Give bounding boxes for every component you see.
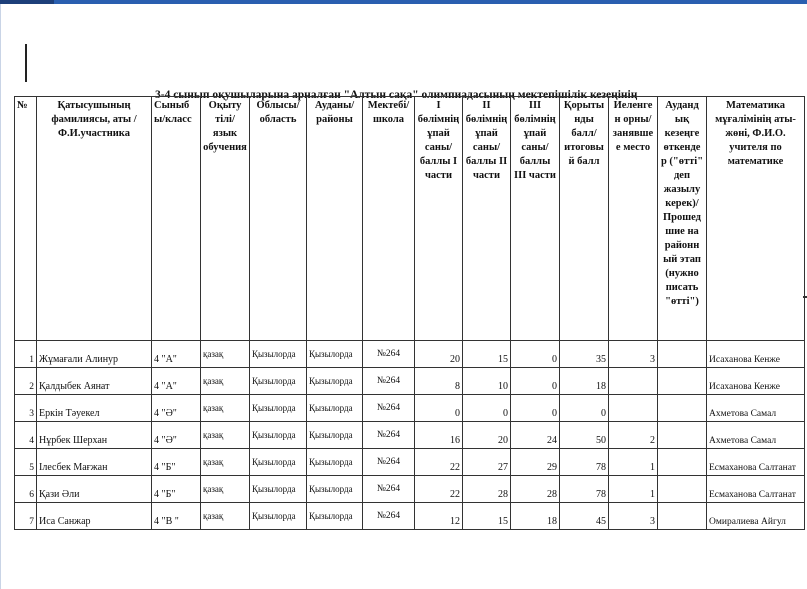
cell-name: Нұрбек Шерхан [37, 422, 152, 449]
header-part2: II бөлімнің ұпай саны/ баллы II части [463, 97, 511, 341]
table-row [15, 368, 805, 395]
cell-language: қазақ [201, 395, 250, 422]
cell-teacher: Ахметова Самал [707, 422, 805, 449]
cell-district: Қызылорда [307, 395, 363, 422]
table-row [15, 395, 805, 422]
cell-teacher: Есмаханова Салтанат [707, 449, 805, 476]
header-language: Оқыту тілі/ язык обучения [201, 97, 250, 341]
cell-teacher: Есмаханова Салтанат [707, 476, 805, 503]
cell-class: 4 "А" [152, 341, 201, 368]
cell-school: №264 [363, 395, 415, 422]
cell-region: Қызылорда [250, 395, 307, 422]
cell-name: Иса Санжар [37, 503, 152, 530]
cell-number: 2 [15, 368, 37, 395]
table-row [15, 503, 805, 530]
cell-total: 78 [560, 476, 609, 503]
cell-total: 50 [560, 422, 609, 449]
cell-district: Қызылорда [307, 341, 363, 368]
cell-part3: 29 [511, 449, 560, 476]
cell-district: Қызылорда [307, 449, 363, 476]
cell-number: 5 [15, 449, 37, 476]
cell-class: 4 "Ә" [152, 422, 201, 449]
cell-place: 2 [609, 422, 658, 449]
header-total: Қорыты нды балл/ итоговы й балл [560, 97, 609, 341]
cell-number: 3 [15, 395, 37, 422]
cell-part1: 16 [415, 422, 463, 449]
header-participant: Қатысушының фамилиясы, аты /Ф.И.участника [37, 97, 152, 341]
cell-number: 6 [15, 476, 37, 503]
header-part3: III бөлімнің ұпай саны/ баллы III части [511, 97, 560, 341]
cell-district: Қызылорда [307, 503, 363, 530]
header-passed: Ауданд ық кезеңге өткенде р ("өтті" деп жазылу керек)/ Прошед шие на районн ый этап (нужно писать "өтті") [658, 97, 707, 341]
cell-region: Қызылорда [250, 368, 307, 395]
cell-part2: 20 [463, 422, 511, 449]
cell-district: Қызылорда [307, 368, 363, 395]
cell-teacher: Омиралиева Айгул [707, 503, 805, 530]
cell-class: 4 "А" [152, 368, 201, 395]
cell-part3: 28 [511, 476, 560, 503]
cell-place: 1 [609, 449, 658, 476]
cell-part1: 12 [415, 503, 463, 530]
cell-number: 4 [15, 422, 37, 449]
cell-passed [658, 395, 707, 422]
cell-part2: 10 [463, 368, 511, 395]
cell-part2: 27 [463, 449, 511, 476]
cell-language: қазақ [201, 476, 250, 503]
cell-region: Қызылорда [250, 422, 307, 449]
cell-name: Жұмағали Алинур [37, 341, 152, 368]
cell-language: қазақ [201, 368, 250, 395]
cell-passed [658, 341, 707, 368]
cell-region: Қызылорда [250, 503, 307, 530]
cell-school: №264 [363, 449, 415, 476]
cell-school: №264 [363, 368, 415, 395]
header-part1: I бөлімнің ұпай саны/ баллы I части [415, 97, 463, 341]
cell-part3: 0 [511, 395, 560, 422]
cell-total: 35 [560, 341, 609, 368]
cell-part1: 22 [415, 476, 463, 503]
cell-total: 0 [560, 395, 609, 422]
cell-region: Қызылорда [250, 341, 307, 368]
cell-language: қазақ [201, 422, 250, 449]
cell-language: қазақ [201, 341, 250, 368]
cell-teacher: Ахметова Самал [707, 395, 805, 422]
cell-school: №264 [363, 503, 415, 530]
cell-part2: 28 [463, 476, 511, 503]
cell-school: №264 [363, 422, 415, 449]
results-table [14, 96, 805, 530]
table-row [15, 341, 805, 368]
cell-name: Қалдыбек Аянат [37, 368, 152, 395]
cell-part3: 18 [511, 503, 560, 530]
cell-part3: 0 [511, 341, 560, 368]
document-title: 3-4 сынып оқушыларына арналған "Алтын сақа" олимпиадасының мектепішілік кезеңінің [155, 89, 638, 101]
cell-region: Қызылорда [250, 449, 307, 476]
cell-part2: 15 [463, 503, 511, 530]
cell-class: 4 "В " [152, 503, 201, 530]
window-tab-marker [0, 0, 54, 4]
header-row [15, 97, 805, 341]
table-row [15, 422, 805, 449]
cell-part2: 15 [463, 341, 511, 368]
header-school: Мектебі/ школа [363, 97, 415, 341]
cell-place [609, 368, 658, 395]
cell-part1: 8 [415, 368, 463, 395]
header-district: Ауданы/ районы [307, 97, 363, 341]
cell-part3: 24 [511, 422, 560, 449]
page-edge-mark [25, 44, 27, 82]
cell-part1: 0 [415, 395, 463, 422]
header-place: Иеленге н орны/ занявше е место [609, 97, 658, 341]
header-class: Сыныб ы/класс [152, 97, 201, 341]
cell-passed [658, 368, 707, 395]
cell-total: 18 [560, 368, 609, 395]
cell-name: Қази Әли [37, 476, 152, 503]
cell-number: 1 [15, 341, 37, 368]
cell-language: қазақ [201, 449, 250, 476]
cell-name: Еркін Тәуекел [37, 395, 152, 422]
cell-place: 3 [609, 503, 658, 530]
cell-place: 3 [609, 341, 658, 368]
cell-number: 7 [15, 503, 37, 530]
cell-passed [658, 476, 707, 503]
cell-school: №264 [363, 341, 415, 368]
cell-school: №264 [363, 476, 415, 503]
cell-place [609, 395, 658, 422]
cell-region: Қызылорда [250, 476, 307, 503]
table-row [15, 449, 805, 476]
cell-class: 4 "Б" [152, 449, 201, 476]
cell-passed [658, 503, 707, 530]
cell-passed [658, 422, 707, 449]
header-teacher: Математика мұғалімінің аты-жөні, Ф.И.О. учителя по математике [707, 97, 805, 341]
cell-teacher: Исаханова Кенже [707, 341, 805, 368]
cell-passed [658, 449, 707, 476]
cell-language: қазақ [201, 503, 250, 530]
cell-part1: 22 [415, 449, 463, 476]
header-region: Облысы/ область [250, 97, 307, 341]
header-number: № [15, 97, 37, 341]
cell-teacher: Исаханова Кенже [707, 368, 805, 395]
cell-district: Қызылорда [307, 422, 363, 449]
cell-name: Ілесбек Мағжан [37, 449, 152, 476]
cell-part3: 0 [511, 368, 560, 395]
cell-place: 1 [609, 476, 658, 503]
cell-total: 45 [560, 503, 609, 530]
cell-class: 4 "Б" [152, 476, 201, 503]
cell-part1: 20 [415, 341, 463, 368]
cell-district: Қызылорда [307, 476, 363, 503]
cell-total: 78 [560, 449, 609, 476]
cell-class: 4 "Ә" [152, 395, 201, 422]
table-row [15, 476, 805, 503]
cell-part2: 0 [463, 395, 511, 422]
